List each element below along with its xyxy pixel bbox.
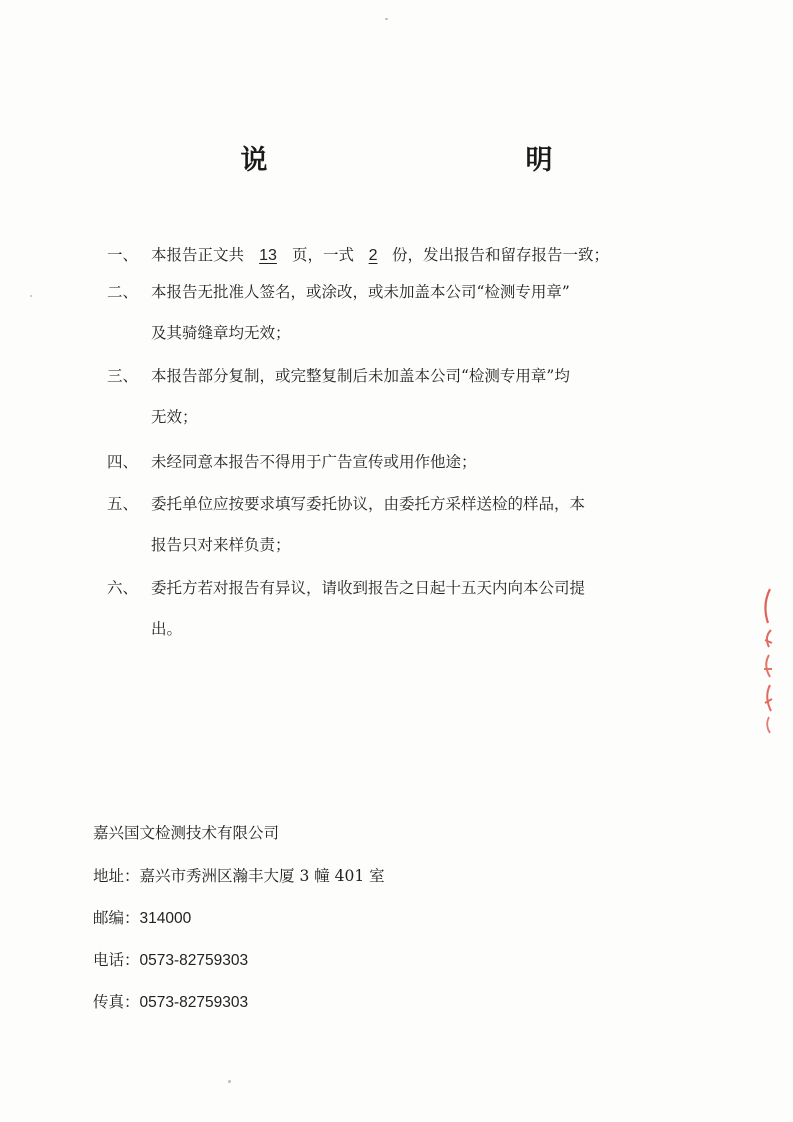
clause-text-line-2: 报告只对来样负责； — [151, 536, 291, 554]
clause-3 — [107, 356, 682, 438]
clause-number: 六、 — [107, 579, 139, 597]
copy-count-field: 2 — [368, 247, 378, 264]
phone-label: 电话： — [93, 951, 140, 969]
clause-4 — [107, 442, 682, 483]
fax-label: 传真： — [93, 993, 140, 1011]
clause-text: 本报告正文共 13 页，一式 2 份，发出报告和留存报告一致； — [107, 235, 682, 276]
postcode-value: 314000 — [139, 910, 192, 927]
clause-1 — [107, 235, 682, 276]
clause-2 — [107, 272, 682, 354]
company-address — [93, 864, 385, 886]
clause-number: 三、 — [107, 367, 139, 385]
company-phone — [93, 948, 248, 970]
scan-speck — [385, 18, 388, 20]
address-value: 嘉兴市秀洲区瀚丰大厦 3 幢 401 室 — [139, 867, 385, 885]
page-count-field: 13 — [259, 247, 277, 264]
clause-number: 五、 — [107, 495, 139, 513]
clause-text-line-1: 本报告无批准人签名，或涂改，或未加盖本公司“检测专用章” — [151, 283, 570, 301]
seam-seal-fragment — [760, 585, 774, 735]
clause-text-line-1: 委托方若对报告有异议，请收到报告之日起十五天内向本公司提 — [151, 579, 586, 597]
fax-value: 0573-82759303 — [139, 994, 249, 1011]
clause-text-line-2: 出。 — [151, 620, 183, 638]
clause-number: 四、 — [107, 453, 139, 471]
clause-6 — [107, 568, 682, 650]
clause-number: 一、 — [107, 246, 139, 264]
address-label: 地址： — [93, 867, 140, 885]
clause-text-line-2: 及其骑缝章均无效； — [151, 324, 291, 342]
postcode-label: 邮编： — [93, 909, 140, 927]
clause-5 — [107, 484, 682, 566]
company-postcode — [93, 906, 191, 928]
clause-text-line-1: 委托单位应按要求填写委托协议，由委托方采样送检的样品，本 — [151, 495, 586, 513]
clause-text-line-2: 无效； — [151, 408, 198, 426]
clause-text-line-1: 未经同意本报告不得用于广告宣传或用作他途； — [151, 453, 477, 471]
scan-speck — [30, 295, 32, 297]
page-title: 说 明 — [240, 145, 621, 176]
company-name: 嘉兴国文检测技术有限公司 — [93, 824, 280, 842]
scan-speck — [228, 1080, 231, 1083]
company-fax — [93, 990, 248, 1012]
clause-number: 二、 — [107, 283, 139, 301]
phone-value: 0573-82759303 — [139, 952, 249, 969]
clause-text-line-1: 本报告部分复制，或完整复制后未加盖本公司“检测专用章”均 — [151, 367, 570, 385]
